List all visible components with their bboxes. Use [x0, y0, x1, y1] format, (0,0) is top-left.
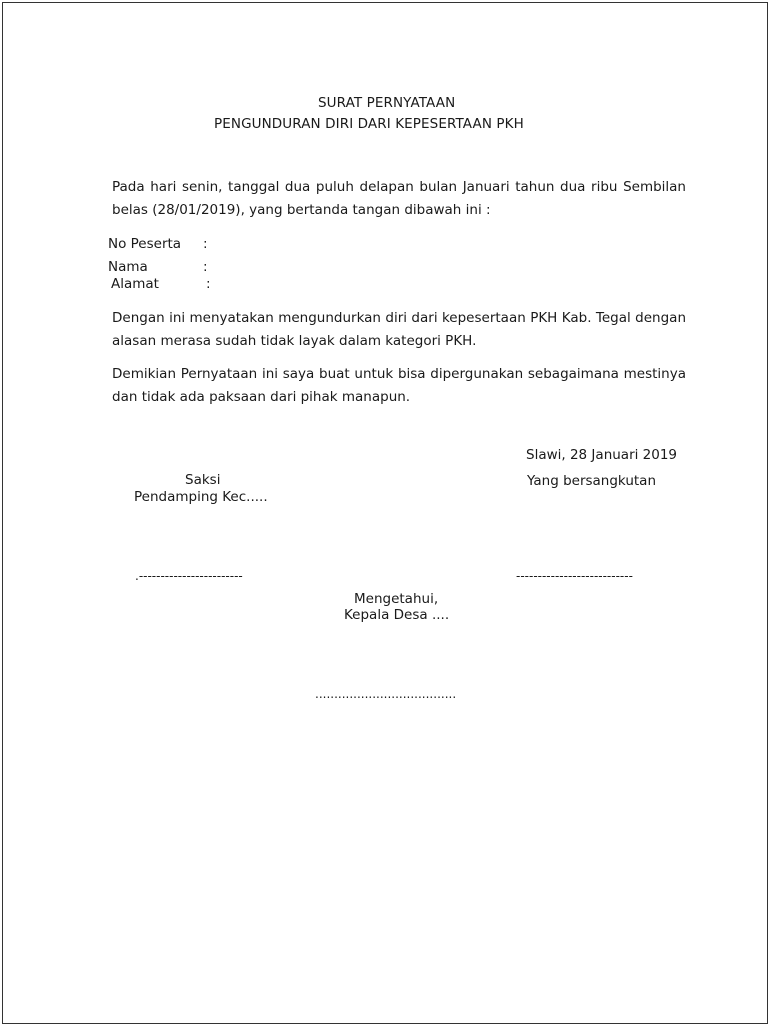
witness-label: Saksi — [185, 472, 221, 488]
field-label-nama: Nama — [108, 259, 148, 275]
field-label-no-peserta: No Peserta — [108, 236, 182, 252]
title-line-2: PENGUNDURAN DIRI DARI KEPESERTAAN PKH — [214, 116, 524, 132]
closing-paragraph: Demikian Pernyataan ini saya buat untuk bisa dipergunakan sebagaimana mestinya dan tidak ada paksaan dari pihak manapun. — [112, 366, 686, 405]
field-label-alamat: Alamat — [111, 276, 159, 292]
field-sep-nama: : — [203, 259, 208, 275]
place-date: Slawi, 28 Januari 2019 — [526, 447, 678, 463]
document-page — [2, 2, 768, 1024]
title-line-1: SURAT PERNYATAAN — [318, 95, 456, 111]
witness-role: Pendamping Kec..... — [134, 489, 268, 505]
acknowledge-label: Mengetahui, — [354, 591, 439, 607]
intro-paragraph: Pada hari senin, tanggal dua puluh delapan bulan Januari tahun dua ribu Sembilan belas (28/01/2019), yang bertanda tangan dibawah ini : — [112, 179, 686, 218]
statement-paragraph: Dengan ini menyatakan mengundurkan diri dari kepesertaan PKH Kab. Tegal dengan alasan merasa sudah tidak layak dalam kategori PKH. — [112, 310, 686, 349]
field-sep-no-peserta: : — [203, 236, 208, 252]
field-sep-alamat: : — [206, 276, 211, 292]
witness-signature-line: .------------------------ — [135, 569, 243, 583]
declarant-signature-line: --------------------------- — [516, 569, 633, 583]
acknowledge-signature-line: ..................................... — [315, 687, 457, 701]
acknowledge-role: Kepala Desa .... — [344, 607, 450, 623]
declarant-label: Yang bersangkutan — [527, 473, 657, 489]
